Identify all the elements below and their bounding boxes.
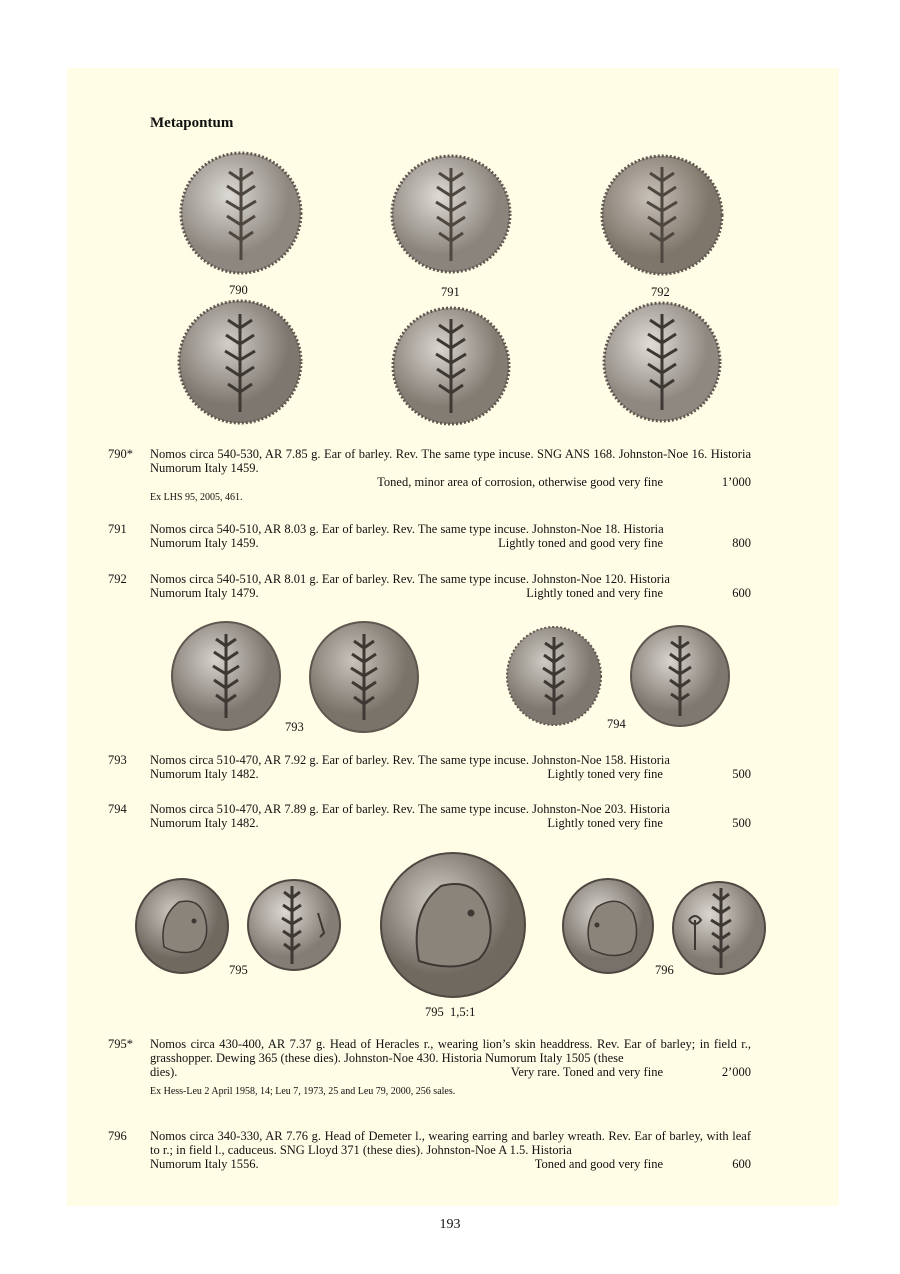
lot-description-end: Numorum Italy 1459. bbox=[150, 536, 259, 550]
entry-796 bbox=[108, 1129, 751, 1171]
lot-description-end: Numorum Italy 1479. bbox=[150, 586, 259, 600]
lot-grade-price bbox=[150, 586, 751, 600]
coin-791-obverse bbox=[389, 153, 513, 275]
lot-grade-price bbox=[150, 475, 751, 489]
coin-791-reverse bbox=[390, 305, 512, 427]
lot-grade: Lightly toned and very fine bbox=[526, 586, 663, 600]
section-title: Metapontum bbox=[150, 115, 234, 131]
lot-provenance: Ex LHS 95, 2005, 461. bbox=[150, 492, 243, 503]
lot-description: Nomos circa 340-330, AR 7.76 g. Head of Demeter l., wearing earring and barley wreath. Rev. Ear of barley, with leaf to r.; in field l., caduceus. SNG Lloyd 371 (these dies). Johnston-Noe A 1.5. Historia bbox=[150, 1129, 751, 1157]
lot-description-end: Numorum Italy 1482. bbox=[150, 816, 259, 830]
lot-price: 600 bbox=[732, 1157, 751, 1171]
lot-description-end: Numorum Italy 1482. bbox=[150, 767, 259, 781]
entry-791 bbox=[108, 522, 751, 550]
lot-grade: Very rare. Toned and very fine bbox=[510, 1065, 663, 1079]
lot-grade: Lightly toned very fine bbox=[547, 816, 663, 830]
lot-number: 792 bbox=[108, 572, 127, 586]
lot-grade-price bbox=[150, 1157, 751, 1171]
coin-793-obverse bbox=[170, 620, 282, 732]
lot-price: 1’000 bbox=[721, 475, 751, 489]
coin-label-792: 792 bbox=[651, 285, 670, 299]
lot-description: Nomos circa 510-470, AR 7.89 g. Ear of barley. Rev. The same type incuse. Johnston-Noe 203. Historia bbox=[150, 802, 670, 816]
coin-label-796: 796 bbox=[655, 963, 674, 977]
coin-795-reverse bbox=[246, 878, 342, 972]
page-number: 193 bbox=[439, 1217, 461, 1232]
lot-grade: Lightly toned very fine bbox=[547, 767, 663, 781]
lot-description: Nomos circa 540-530, AR 7.85 g. Ear of barley. Rev. The same type incuse. SNG ANS 168. Johnston-Noe 16. Historia Numorum Italy 1459. bbox=[150, 447, 751, 475]
entry-795 bbox=[108, 1037, 751, 1099]
lot-grade: Lightly toned and good very fine bbox=[498, 536, 663, 550]
coin-790-obverse bbox=[178, 150, 304, 276]
lot-number: 794 bbox=[108, 802, 127, 816]
coin-label-795: 795 bbox=[229, 963, 248, 977]
lot-description: Nomos circa 430-400, AR 7.37 g. Head of Heracles r., wearing lion’s skin headdress. Rev. Ear of barley; in field r., grasshopper. Dewing 365 (these dies). Johnston-Noe 430. Historia Numorum Italy 1505 (these bbox=[150, 1037, 751, 1065]
coin-794-obverse bbox=[505, 625, 603, 727]
coin-label-791: 791 bbox=[441, 285, 460, 299]
lot-provenance: Ex Hess-Leu 2 April 1958, 14; Leu 7, 1973, 25 and Leu 79, 2000, 256 sales. bbox=[150, 1086, 456, 1097]
coin-label-794: 794 bbox=[607, 717, 626, 731]
coin-label-795-enlarged: 795 1,5:1 bbox=[425, 1005, 476, 1019]
lot-grade: Toned, minor area of corrosion, otherwise good very fine bbox=[377, 475, 663, 489]
lot-grade-price bbox=[150, 816, 751, 830]
lot-description: Nomos circa 540-510, AR 8.01 g. Ear of barley. Rev. The same type incuse. Johnston-Noe 120. Historia bbox=[150, 572, 670, 586]
lot-price: 800 bbox=[732, 536, 751, 550]
lot-number: 795* bbox=[108, 1037, 133, 1051]
entry-794 bbox=[108, 802, 751, 830]
lot-price: 500 bbox=[732, 767, 751, 781]
lot-number: 796 bbox=[108, 1129, 127, 1143]
coin-796-obverse bbox=[561, 877, 655, 975]
lot-number: 790* bbox=[108, 447, 133, 461]
lot-description: Nomos circa 540-510, AR 8.03 g. Ear of barley. Rev. The same type incuse. Johnston-Noe 18. Historia bbox=[150, 522, 664, 536]
coin-795-obverse bbox=[134, 877, 230, 975]
coin-792-obverse bbox=[599, 153, 725, 277]
lot-price: 2’000 bbox=[721, 1065, 751, 1079]
entry-792 bbox=[108, 572, 751, 600]
lot-price: 600 bbox=[732, 586, 751, 600]
lot-number: 793 bbox=[108, 753, 127, 767]
lot-grade: Toned and good very fine bbox=[534, 1157, 663, 1171]
lot-grade-price bbox=[150, 767, 751, 781]
coin-795-obverse-enlarged bbox=[379, 851, 527, 999]
lot-price: 500 bbox=[732, 816, 751, 830]
entry-793 bbox=[108, 753, 751, 781]
coin-792-reverse bbox=[601, 300, 723, 424]
lot-grade-price bbox=[150, 1065, 751, 1079]
coin-label-790: 790 bbox=[229, 283, 248, 297]
lot-description-end: Numorum Italy 1556. bbox=[150, 1157, 259, 1171]
coin-label-793: 793 bbox=[285, 720, 304, 734]
lot-description-end: dies). bbox=[150, 1065, 178, 1079]
lot-grade-price bbox=[150, 536, 751, 550]
coin-793-reverse bbox=[308, 620, 420, 734]
coin-796-reverse bbox=[671, 880, 767, 976]
coin-794-reverse bbox=[629, 624, 731, 728]
coin-790-reverse bbox=[176, 298, 304, 426]
lot-description: Nomos circa 510-470, AR 7.92 g. Ear of barley. Rev. The same type incuse. Johnston-Noe 158. Historia bbox=[150, 753, 670, 767]
lot-number: 791 bbox=[108, 522, 127, 536]
entry-790 bbox=[108, 447, 751, 505]
